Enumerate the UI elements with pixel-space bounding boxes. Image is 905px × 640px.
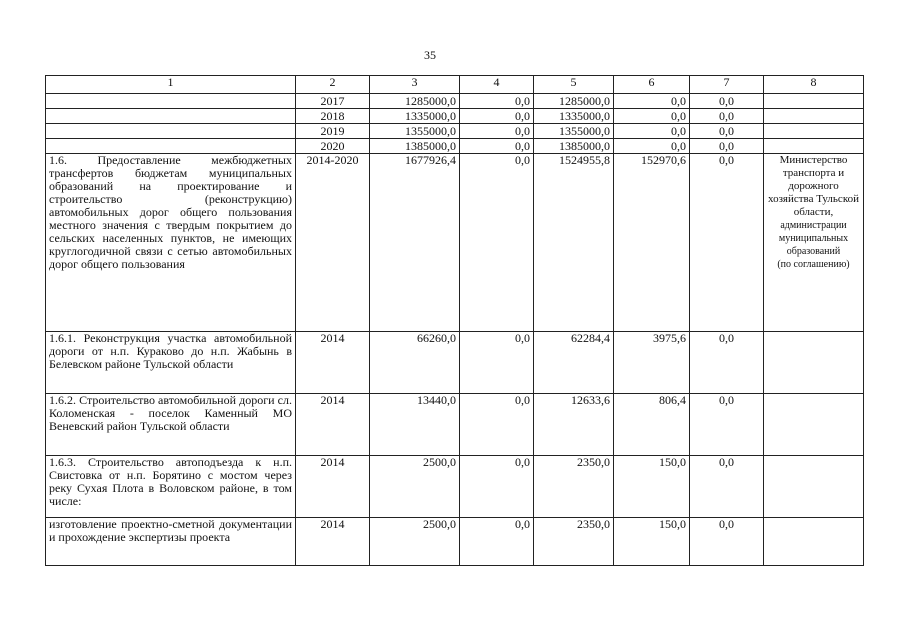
- value-cell: 0,0: [614, 94, 690, 109]
- executor-cell: [764, 332, 864, 394]
- total-cell: 1285000,0: [370, 94, 460, 109]
- executor-line: Министерство транспорта и дорожного хозяйства Тульской области,: [768, 154, 859, 218]
- total-cell: 2500,0: [370, 456, 460, 518]
- value-cell: 1385000,0: [534, 139, 614, 154]
- value-cell: 2350,0: [534, 456, 614, 518]
- value-cell: 0,0: [460, 518, 534, 566]
- header-cell: 4: [460, 76, 534, 94]
- table-row: [46, 124, 864, 139]
- value-cell: 152970,6: [614, 154, 690, 332]
- value-cell: 1335000,0: [534, 109, 614, 124]
- header-cell: 7: [690, 76, 764, 94]
- item-description: 1.6. Предоставление межбюджетных трансфертов бюджетам муниципальных образований на проектирование и строительство (реконструкцию) автомобильных дорог общего пользования местного значения с твердым покрытием до сельских населенных пунктов, не имеющих круглогодичной связи с сетью автомобильных дорог общего пользования: [46, 154, 296, 332]
- value-cell: 0,0: [690, 94, 764, 109]
- page-number: 35: [424, 48, 436, 62]
- value-cell: 3975,6: [614, 332, 690, 394]
- desc-cell: [46, 139, 296, 154]
- table-row: [46, 139, 864, 154]
- executor-cell: [764, 109, 864, 124]
- value-cell: 0,0: [690, 124, 764, 139]
- header-cell: 5: [534, 76, 614, 94]
- value-cell: 1285000,0: [534, 94, 614, 109]
- item-description: 1.6.2. Строительство автомобильной дороги сл. Коломенская - поселок Каменный МО Веневский район Тульской области: [46, 394, 296, 456]
- header-cell: 1: [46, 76, 296, 94]
- total-cell: 1677926,4: [370, 154, 460, 332]
- year-cell: 2019: [296, 124, 370, 139]
- header-cell: 3: [370, 76, 460, 94]
- value-cell: 150,0: [614, 456, 690, 518]
- executor-line: (по соглашению): [777, 259, 850, 270]
- table-row: [46, 332, 864, 394]
- value-cell: 0,0: [460, 109, 534, 124]
- value-cell: 0,0: [690, 518, 764, 566]
- year-cell: 2017: [296, 94, 370, 109]
- period-cell: 2014: [296, 394, 370, 456]
- period-cell: 2014-2020: [296, 154, 370, 332]
- desc-cell: [46, 94, 296, 109]
- value-cell: 150,0: [614, 518, 690, 566]
- item-description: 1.6.3. Строительство автоподъезда к н.п. Свистовка от н.п. Борятино с мостом через реку Сухая Плота в Воловском районе, в том числе:: [46, 456, 296, 518]
- value-cell: 0,0: [690, 332, 764, 394]
- executor-cell: [764, 456, 864, 518]
- value-cell: 0,0: [460, 94, 534, 109]
- desc-cell: [46, 124, 296, 139]
- value-cell: 0,0: [614, 139, 690, 154]
- value-cell: 0,0: [460, 456, 534, 518]
- value-cell: 0,0: [460, 124, 534, 139]
- value-cell: 0,0: [690, 139, 764, 154]
- executor-cell: [764, 394, 864, 456]
- table-row: [46, 154, 864, 332]
- value-cell: 0,0: [690, 456, 764, 518]
- period-cell: 2014: [296, 456, 370, 518]
- total-cell: 1335000,0: [370, 109, 460, 124]
- year-cell: 2018: [296, 109, 370, 124]
- header-cell: 8: [764, 76, 864, 94]
- header-cell: 2: [296, 76, 370, 94]
- header-cell: 6: [614, 76, 690, 94]
- value-cell: 0,0: [460, 332, 534, 394]
- table-row: [46, 94, 864, 109]
- value-cell: 2350,0: [534, 518, 614, 566]
- desc-cell: [46, 109, 296, 124]
- total-cell: 1385000,0: [370, 139, 460, 154]
- value-cell: 0,0: [690, 394, 764, 456]
- value-cell: 0,0: [460, 154, 534, 332]
- executor-cell: [764, 139, 864, 154]
- header-row: [46, 76, 864, 94]
- value-cell: 62284,4: [534, 332, 614, 394]
- value-cell: 0,0: [690, 154, 764, 332]
- value-cell: 0,0: [614, 109, 690, 124]
- executor-cell: [764, 94, 864, 109]
- budget-table: [45, 75, 864, 566]
- executor-cell: [764, 124, 864, 139]
- total-cell: 1355000,0: [370, 124, 460, 139]
- value-cell: 1355000,0: [534, 124, 614, 139]
- table-row: [46, 394, 864, 456]
- value-cell: 0,0: [614, 124, 690, 139]
- item-description: 1.6.1. Реконструкция участка автомобильной дороги от н.п. Кураково до н.п. Жабынь в Белевском районе Тульской области: [46, 332, 296, 394]
- value-cell: 0,0: [690, 109, 764, 124]
- period-cell: 2014: [296, 332, 370, 394]
- value-cell: 806,4: [614, 394, 690, 456]
- executor-cell: [764, 518, 864, 566]
- executor-cell: [764, 154, 864, 332]
- table-row: [46, 109, 864, 124]
- total-cell: 13440,0: [370, 394, 460, 456]
- executor-line: администрации муниципальных образований: [778, 220, 849, 257]
- value-cell: 12633,6: [534, 394, 614, 456]
- total-cell: 66260,0: [370, 332, 460, 394]
- total-cell: 2500,0: [370, 518, 460, 566]
- value-cell: 0,0: [460, 394, 534, 456]
- table-row: [46, 456, 864, 518]
- value-cell: 0,0: [460, 139, 534, 154]
- year-cell: 2020: [296, 139, 370, 154]
- period-cell: 2014: [296, 518, 370, 566]
- table-row: [46, 518, 864, 566]
- item-description: изготовление проектно-сметной документации и прохождение экспертизы проекта: [46, 518, 296, 566]
- value-cell: 1524955,8: [534, 154, 614, 332]
